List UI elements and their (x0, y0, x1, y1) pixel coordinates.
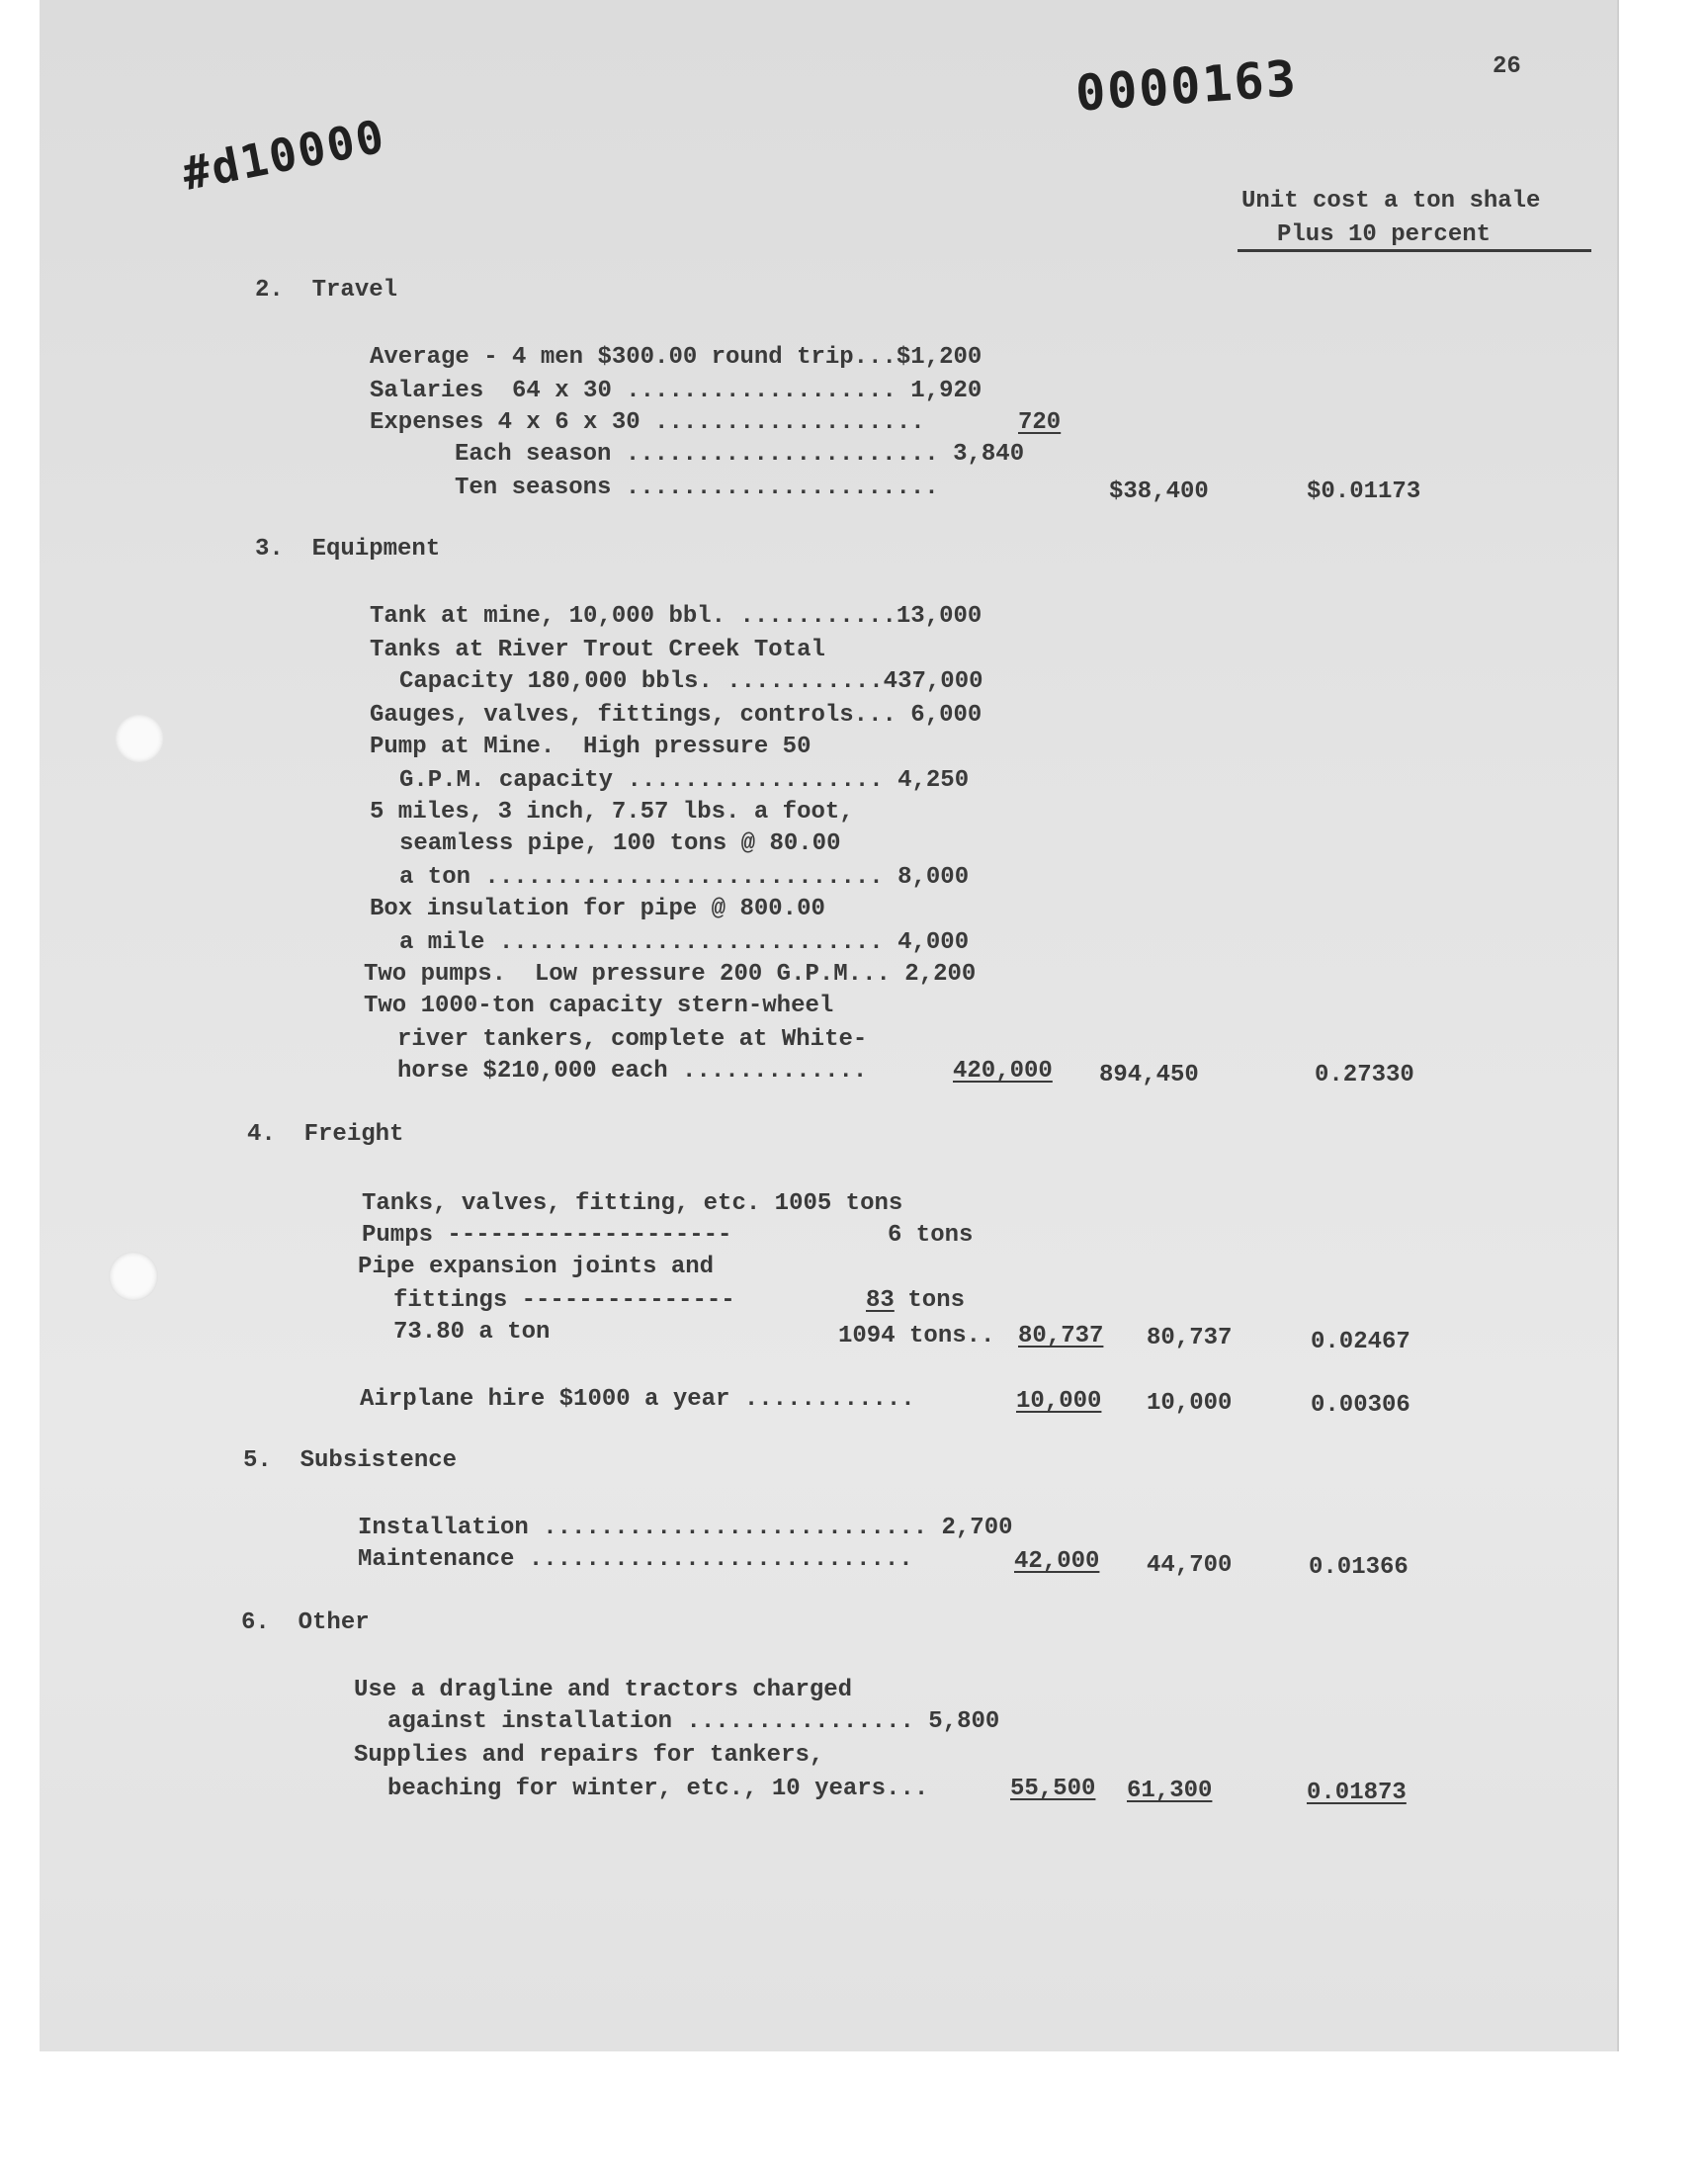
airplane-line: Airplane hire $1000 a year ............ (360, 1386, 915, 1413)
equipment-line: river tankers, complete at White- (397, 1026, 868, 1053)
equipment-line: Two 1000-ton capacity stern-wheel (364, 993, 834, 1019)
equipment-amount: 420,000 (953, 1058, 1053, 1085)
freight-heading: 4. Freight (247, 1121, 404, 1148)
equipment-heading: 3. Equipment (255, 536, 441, 563)
handwritten-code: #d10000 (178, 109, 390, 202)
other-line: beaching for winter, etc., 10 years... (387, 1776, 929, 1802)
other-line: against installation ................ 5,800 (387, 1708, 1000, 1735)
subsistence-line: Installation ........................... 2,700 (358, 1515, 1013, 1541)
equipment-line: Capacity 180,000 bbls. ...........437,000 (399, 668, 983, 695)
freight-unit-cost: 0.02467 (1311, 1329, 1410, 1355)
other-line: Use a dragline and tractors charged (354, 1677, 853, 1703)
page-number: 26 (1493, 53, 1521, 80)
equipment-line: Box insulation for pipe @ 800.00 (370, 896, 825, 922)
travel-heading: 2. Travel (255, 277, 398, 304)
other-total: 61,300 (1127, 1778, 1213, 1804)
travel-line: Ten seasons ...................... (455, 475, 939, 501)
stamp-number: 0000163 (1073, 49, 1300, 123)
equipment-line: Two pumps. Low pressure 200 G.P.M... 2,200 (364, 961, 977, 988)
equipment-line: horse $210,000 each ............. (397, 1058, 868, 1085)
travel-total: $38,400 (1109, 478, 1209, 505)
travel-unit-cost: $0.01173 (1307, 478, 1421, 505)
freight-line: fittings --------------- (393, 1287, 735, 1314)
freight-line: 73.80 a ton (393, 1319, 551, 1346)
freight-tons: 83 (866, 1287, 895, 1314)
equipment-line: a ton ............................ 8,000 (399, 864, 970, 891)
other-line: Supplies and repairs for tankers, (354, 1742, 824, 1769)
subsistence-unit-cost: 0.01366 (1309, 1554, 1409, 1581)
binder-hole-top (115, 714, 164, 763)
column-header-line1: Unit cost a ton shale (1241, 188, 1541, 215)
freight-line: Tanks, valves, fitting, etc. 1005 tons (362, 1190, 903, 1217)
travel-line: Each season ...................... 3,840 (455, 441, 1025, 468)
subsistence-line: Maintenance ........................... (358, 1546, 913, 1573)
subsistence-heading: 5. Subsistence (243, 1447, 458, 1474)
freight-line: Pipe expansion joints and (358, 1254, 715, 1280)
other-unit-cost: 0.01873 (1307, 1780, 1407, 1806)
airplane-unit-cost: 0.00306 (1311, 1392, 1410, 1419)
travel-line: Expenses 4 x 6 x 30 ................... (370, 409, 925, 436)
equipment-line: Tanks at River Trout Creek Total (370, 637, 825, 663)
subsistence-total: 44,700 (1147, 1552, 1233, 1579)
equipment-line: G.P.M. capacity .................. 4,250 (399, 767, 970, 794)
freight-line: 6 tons (888, 1222, 974, 1249)
equipment-line: Tank at mine, 10,000 bbl. ...........13,000 (370, 603, 982, 630)
travel-amount: 720 (1018, 409, 1062, 436)
equipment-line: Pump at Mine. High pressure 50 (370, 734, 811, 760)
airplane-total: 10,000 (1147, 1390, 1233, 1417)
subsistence-amount: 42,000 (1014, 1548, 1100, 1575)
equipment-unit-cost: 0.27330 (1315, 1062, 1414, 1088)
other-heading: 6. Other (241, 1610, 370, 1636)
equipment-total: 894,450 (1099, 1062, 1199, 1088)
binder-hole-bottom (109, 1252, 158, 1301)
freight-line: tons (894, 1287, 966, 1314)
equipment-line: 5 miles, 3 inch, 7.57 lbs. a foot, (370, 799, 854, 826)
column-header-rule (1238, 249, 1591, 252)
freight-amount: 80,737 (1018, 1323, 1104, 1349)
travel-line: Salaries 64 x 30 ................... 1,920 (370, 378, 982, 404)
freight-line: 1094 tons.. (838, 1323, 995, 1349)
equipment-line: a mile ........................... 4,000 (399, 929, 970, 956)
freight-total: 80,737 (1147, 1325, 1233, 1351)
equipment-line: seamless pipe, 100 tons @ 80.00 (399, 830, 841, 857)
other-amount: 55,500 (1010, 1776, 1096, 1802)
airplane-amount: 10,000 (1016, 1388, 1102, 1415)
column-header-line2: Plus 10 percent (1277, 221, 1492, 248)
freight-line: Pumps -------------------- (362, 1222, 732, 1249)
equipment-line: Gauges, valves, fittings, controls... 6,000 (370, 702, 982, 729)
travel-line: Average - 4 men $300.00 round trip...$1,200 (370, 344, 982, 371)
